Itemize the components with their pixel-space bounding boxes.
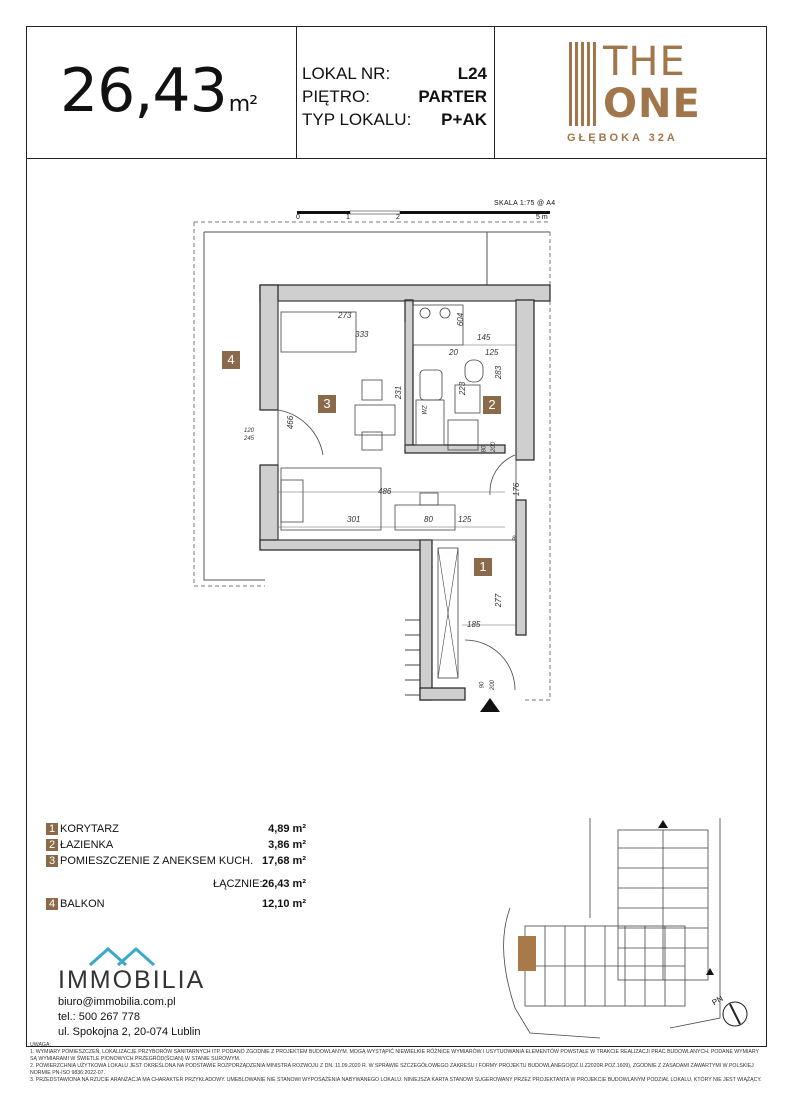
unit-type-value: P+AK [441,110,487,129]
unit-highlight [518,936,536,971]
dim-486: 486 [378,487,392,496]
room-tag-2: 2 [483,396,501,414]
dim-80: 80 [424,515,433,524]
site-plan [490,818,760,1040]
legend-tag-3: 3 [46,855,58,867]
dim-125-bottom: 125 [458,515,472,524]
legend-area-1: 4,89 m² [268,823,306,835]
dim-466: 466 [286,415,296,430]
note-2: 2. POWIERZCHNIA UŻYTKOWA LOKALU JEST OKREŚLONA NA PODSTAWIE ROZPORZĄDZENIA MINISTRA ROZWOJU Z DN. 11.09.2020 R. W SPRAWIE SZCZEGÓŁOWEGO ZAKRESU I FORMY PROJEKTU BUDOWLANEGO(DZ.U.Z2020R.POZ.1609), ZGODNIE Z ZASADAMI ZAWARTYMI W POLSKIEJ NORMIE PN-ISO 9836:2022-07. [30,1063,754,1076]
dim-145: 145 [477,333,491,342]
legend-tag-4: 4 [46,898,58,910]
dim-125-top: 125 [485,348,499,357]
dim-8: 8 [512,536,516,542]
room-tag-1: 1 [474,558,492,576]
legend-row-3 [46,855,254,871]
scale-tick-1: 1 [346,214,350,221]
dim-door-200: 200 [491,441,498,453]
immobilia-house-icon [88,945,168,967]
dim-223: 223 [458,381,468,396]
stairs [405,620,420,695]
agency-phone[interactable]: tel.: 500 267 778 [58,1011,140,1023]
logo-word-one: ONE [603,81,701,127]
dim-301: 301 [347,515,361,524]
logo-address: GŁĘBOKA 32A [567,132,678,144]
scale-bar [297,211,550,214]
legend-name-1: KORYTARZ [60,823,119,835]
dim-entry-90: 90 [479,681,486,689]
dim-185: 185 [467,620,481,629]
legend-total-value: 26,43 m² [261,878,306,890]
dim-273: 273 [338,311,352,320]
scale-tick-0: 0 [296,214,300,221]
legend-tag-1: 1 [46,823,58,835]
legend-area-3: 17,68 m² [261,855,306,867]
immobilia-logo: IMMOBILIA [58,966,206,994]
area-value: 26,43 [60,56,227,126]
legend-row-1 [46,823,119,839]
legend-area-2: 3,86 m² [268,839,306,851]
legend-name-2: ŁAZIENKA [60,839,114,851]
legend-total-label: ŁĄCZNIE: [213,878,263,890]
dim-20: 20 [449,348,458,357]
scale-tick-5: 5 m [536,214,548,221]
note-1: 1. WYMIARY POMIESZCZEŃ, LOKALIZACJE PRZYBORÓW SANITARNYCH ITP. PODANO ZGODNIE Z PROJEKTEM BUDOWLANYM. MOGĄ WYSTĄPIĆ NIEWIELKIE RÓŻNICE WYMIARÓW I USYTUOWANIA ELEMENTÓW POWSTAŁE W TRAKCIE REALIZACJI PRAC BUDOWLANYCH. PODANE WYMIARY SĄ WYMIARAMI W ŚWIETLE PIONOWYCH PRZEGRÓD(ŚCIAN) W STANIE SUROWYM. [30,1049,759,1062]
legend-area-balcony: 12,10 m² [261,898,306,910]
floor-label: PIĘTRO: [302,87,371,106]
dim-277: 277 [494,593,504,608]
dim-door-80: 80 [481,445,488,453]
logo-word-the: THE [603,39,686,85]
dim-231: 231 [394,385,404,400]
unit-type-label: TYP LOKALU: [302,110,412,129]
unit-number-value: L24 [457,64,487,83]
scale-label: SKALA 1:75 @ A4 [494,200,556,207]
dimension-lines [278,322,516,625]
legend-row-2 [46,839,114,855]
dim-333: 333 [355,330,369,339]
compass-label: PN [710,993,725,1008]
area-unit: m² [228,92,258,117]
legend-name-balcony: BALKON [60,898,105,910]
note-3: 3. PRZEDSTAWIONA NA RZUCIE ARANŻACJA MA CHARAKTER PRZYKŁADOWY. UMEBLOWANIE NIE STANOWI WYPOSAŻENIA NABYWANEGO LOKALU. NINIEJSZA KARTA STANOWI SUGEROWANY PRZEZ PROJEKTANTA W PROJEKCIE BUDOWLANYM PODZIAŁ LOKALU, KTÓRY NIE JEST WIĄŻĄCY. [30,1077,762,1083]
legend-tag-2: 2 [46,839,58,851]
floor-value: PARTER [418,87,487,106]
notes-title: UWAGA: [30,1042,51,1048]
unit-number-label: LOKAL NR: [302,64,391,83]
dim-entry-200: 200 [490,679,497,691]
agency-address: ul. Spokojna 2, 20-074 Lublin [58,1026,201,1038]
entrance-arrow-icon [480,698,500,712]
dim-245: 245 [244,436,255,442]
dim-176: 176 [512,482,522,497]
room-tag-3: 3 [318,395,336,413]
dim-604: 604 [456,312,466,327]
wz-label: WZ [422,405,429,415]
scale-tick-2: 2 [396,214,400,221]
legend-row-balcony [46,898,105,914]
dim-283: 283 [494,365,504,380]
room-tag-4: 4 [222,351,240,369]
dim-120: 120 [244,428,255,434]
legend-name-3: POMIESZCZENIE Z ANEKSEM KUCH. [60,855,254,867]
disclaimer-notes [30,1042,765,1084]
agency-email[interactable]: biuro@immobilia.com.pl [58,996,176,1008]
